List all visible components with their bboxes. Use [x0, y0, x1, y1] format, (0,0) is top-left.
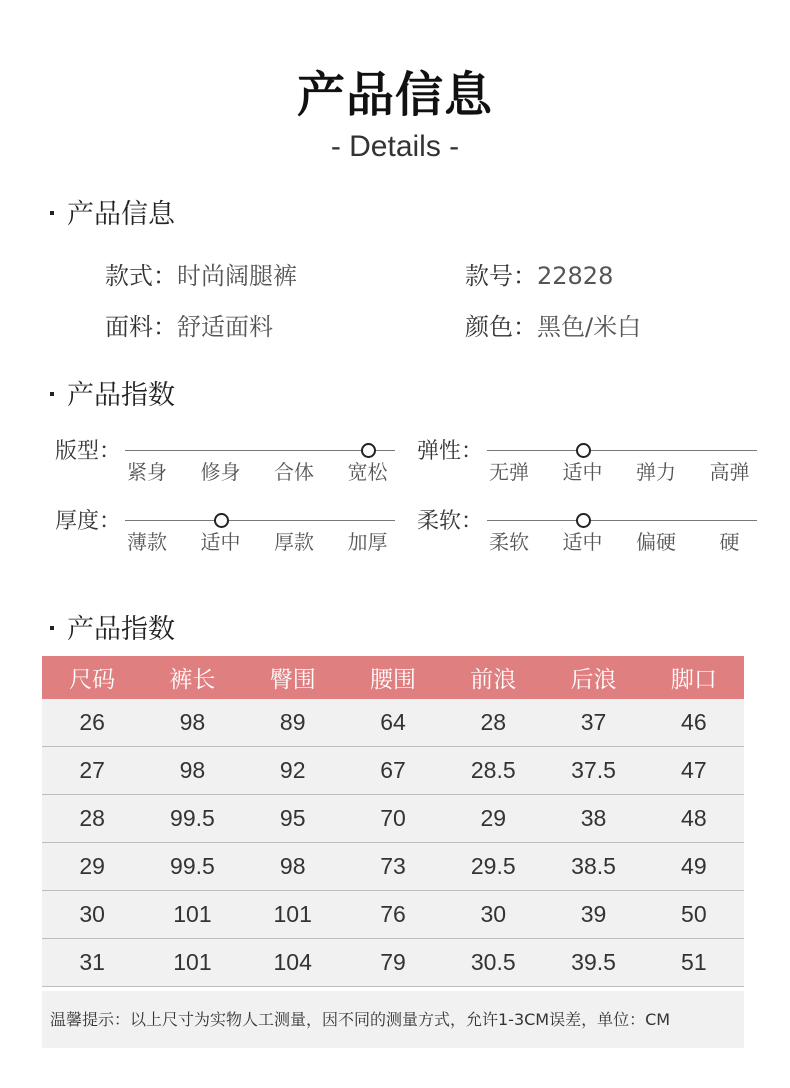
info-label: 款式： [105, 262, 177, 290]
table-cell: 49 [644, 843, 744, 891]
scale-label: 厚度： [55, 509, 122, 534]
table-cell: 51 [644, 939, 744, 987]
table-cell: 99.5 [142, 843, 242, 891]
section-heading-info [50, 192, 175, 231]
table-cell: 28 [42, 795, 142, 843]
scale-option: 厚款 [274, 530, 314, 554]
table-cell: 98 [142, 699, 242, 747]
table-cell: 26 [42, 699, 142, 747]
scale-option: 薄款 [127, 530, 167, 554]
column-header: 腰围 [343, 656, 443, 699]
thickness-scale [55, 504, 395, 564]
table-cell: 30 [42, 891, 142, 939]
section-heading-text: 产品指数 [67, 380, 175, 411]
scale-label: 版型： [55, 439, 122, 464]
info-label: 面料： [105, 313, 177, 341]
scale-track [487, 520, 757, 521]
info-style [105, 256, 297, 291]
section-heading-text: 产品指数 [67, 614, 175, 645]
table-cell: 48 [644, 795, 744, 843]
size-table [42, 656, 744, 987]
scale-option: 适中 [562, 460, 603, 484]
table-cell: 47 [644, 747, 744, 795]
softness-scale [417, 504, 757, 564]
column-header: 臀围 [243, 656, 343, 699]
table-cell: 39.5 [543, 939, 643, 987]
table-cell: 101 [142, 891, 242, 939]
table-cell: 46 [644, 699, 744, 747]
section-heading-index [50, 373, 175, 412]
table-cell: 92 [243, 747, 343, 795]
section-heading-size [50, 607, 175, 646]
table-cell: 101 [142, 939, 242, 987]
fit-scale [55, 434, 395, 494]
info-value: 时尚阔腿裤 [177, 262, 297, 290]
info-value: 22828 [537, 262, 614, 290]
table-cell: 31 [42, 939, 142, 987]
table-cell: 29 [443, 795, 543, 843]
bullet-icon [50, 211, 54, 215]
table-cell: 30 [443, 891, 543, 939]
table-cell: 28.5 [443, 747, 543, 795]
table-cell: 101 [243, 891, 343, 939]
table-cell: 30.5 [443, 939, 543, 987]
scale-option: 柔软 [489, 530, 529, 554]
column-header: 后浪 [543, 656, 643, 699]
table-header-row [42, 656, 744, 699]
table-cell: 89 [243, 699, 343, 747]
table-cell: 76 [343, 891, 443, 939]
scale-track [125, 450, 395, 451]
scale-track [125, 520, 395, 521]
table-row [42, 939, 744, 987]
page-title: 产品信息 [296, 67, 493, 123]
scale-option: 高弹 [709, 460, 750, 484]
table-cell: 39 [543, 891, 643, 939]
section-heading-text: 产品信息 [67, 199, 175, 230]
table-cell: 67 [343, 747, 443, 795]
scale-option: 合体 [274, 460, 314, 484]
scale-option: 硬 [719, 530, 740, 554]
table-cell: 70 [343, 795, 443, 843]
table-cell: 95 [243, 795, 343, 843]
scale-option: 无弹 [489, 460, 529, 484]
table-cell: 79 [343, 939, 443, 987]
scale-option: 宽松 [347, 460, 388, 484]
scale-track [487, 450, 757, 451]
scale-option: 修身 [200, 460, 241, 484]
column-header: 尺码 [42, 656, 142, 699]
scale-option: 紧身 [127, 460, 167, 484]
table-cell: 99.5 [142, 795, 242, 843]
info-label: 颜色： [465, 313, 537, 341]
info-value: 舒适面料 [177, 313, 273, 341]
table-cell: 38 [543, 795, 643, 843]
table-cell: 27 [42, 747, 142, 795]
column-header: 脚口 [644, 656, 744, 699]
info-fabric [105, 307, 273, 342]
info-value: 黑色/米白 [537, 313, 642, 341]
bullet-icon [50, 626, 54, 630]
table-cell: 104 [243, 939, 343, 987]
page-subtitle: - Details - [330, 130, 460, 163]
table-row [42, 699, 744, 747]
info-color [465, 307, 641, 342]
table-cell: 38.5 [543, 843, 643, 891]
scale-option: 适中 [200, 530, 241, 554]
table-cell: 37 [543, 699, 643, 747]
scale-option: 偏硬 [636, 530, 676, 554]
table-cell: 29 [42, 843, 142, 891]
info-model [465, 256, 613, 291]
measurement-note: 温馨提示：以上尺寸为实物人工测量，因不同的测量方式，允许1-3CM误差，单位：CM [42, 991, 744, 1048]
column-header: 裤长 [142, 656, 242, 699]
table-cell: 98 [243, 843, 343, 891]
info-label: 款号： [465, 262, 537, 290]
table-cell: 73 [343, 843, 443, 891]
bullet-icon [50, 392, 54, 396]
scale-option: 适中 [562, 530, 603, 554]
table-cell: 28 [443, 699, 543, 747]
table-row [42, 891, 744, 939]
table-cell: 37.5 [543, 747, 643, 795]
table-cell: 98 [142, 747, 242, 795]
scale-label: 弹性： [417, 439, 484, 464]
table-row [42, 795, 744, 843]
column-header: 前浪 [443, 656, 543, 699]
scale-option: 加厚 [347, 530, 388, 554]
elasticity-scale [417, 434, 757, 494]
scale-label: 柔软： [417, 509, 484, 534]
table-cell: 29.5 [443, 843, 543, 891]
table-row [42, 843, 744, 891]
table-row [42, 747, 744, 795]
scale-option: 弹力 [636, 460, 676, 484]
table-cell: 64 [343, 699, 443, 747]
table-cell: 50 [644, 891, 744, 939]
